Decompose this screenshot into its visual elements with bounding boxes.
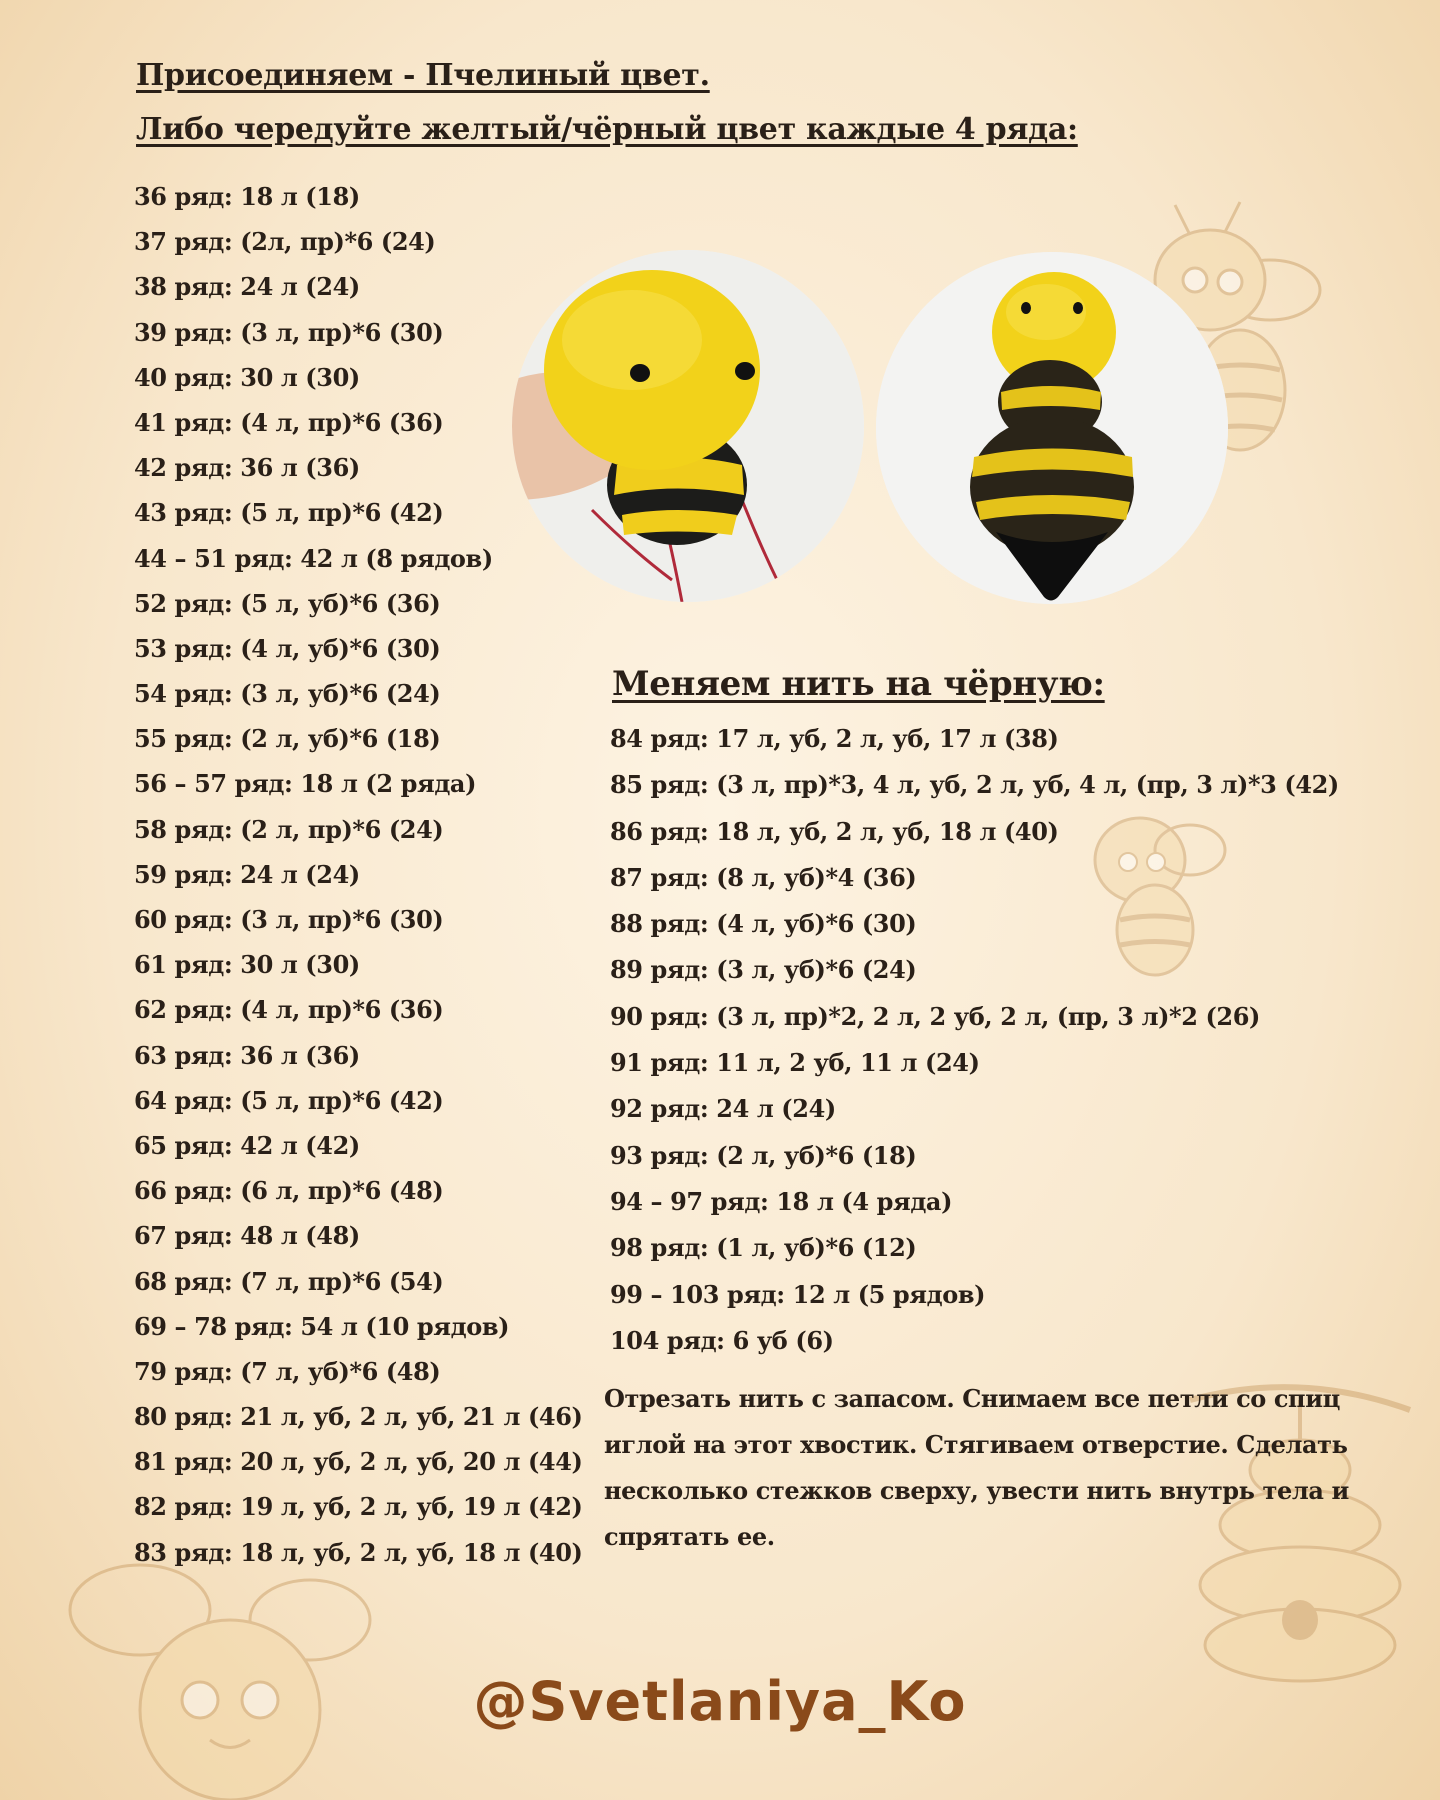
pattern-row: 36 ряд: 18 л (18) <box>134 182 360 211</box>
pattern-row: 84 ряд: 17 л, уб, 2 л, уб, 17 л (38) <box>610 724 1059 753</box>
pattern-row: 91 ряд: 11 л, 2 уб, 11 л (24) <box>610 1048 980 1078</box>
section-heading-join-bee-color: Присоединяем - Пчелиный цвет. <box>136 58 710 93</box>
pattern-row: 58 ряд: (2 л, пр)*6 (24) <box>134 814 444 844</box>
pattern-row: 86 ряд: 18 л, уб, 2 л, уб, 18 л (40) <box>610 816 1059 846</box>
pattern-row: 89 ряд: (3 л, уб)*6 (24) <box>610 955 917 985</box>
pattern-row: 42 ряд: 36 л (36) <box>134 453 360 483</box>
section-heading-change-to-black: Меняем нить на чёрную: <box>612 664 1105 704</box>
pattern-row: 90 ряд: (3 л, пр)*2, 2 л, 2 уб, 2 л, (пр, 3 л)*2 (26) <box>610 1001 1260 1031</box>
pattern-row: 87 ряд: (8 л, уб)*4 (36) <box>610 862 917 892</box>
pattern-row: 38 ряд: 24 л (24) <box>134 272 360 302</box>
pattern-row: 53 ряд: (4 л, уб)*6 (30) <box>134 633 441 663</box>
pattern-row: 68 ряд: (7 л, пр)*6 (54) <box>134 1266 444 1296</box>
pattern-row: 104 ряд: 6 уб (6) <box>610 1325 834 1355</box>
pattern-row: 66 ряд: (6 л, пр)*6 (48) <box>134 1176 444 1206</box>
right-rows-list <box>610 716 1339 1364</box>
pattern-row: 99 – 103 ряд: 12 л (5 рядов) <box>610 1279 986 1309</box>
pattern-row: 54 ряд: (3 л, уб)*6 (24) <box>134 679 441 709</box>
pattern-row: 81 ряд: 20 л, уб, 2 л, уб, 20 л (44) <box>134 1447 583 1477</box>
pattern-row: 65 ряд: 42 л (42) <box>134 1130 360 1160</box>
pattern-row: 62 ряд: (4 л, пр)*6 (36) <box>134 995 444 1025</box>
pattern-row: 37 ряд: (2л, пр)*6 (24) <box>134 227 436 257</box>
pattern-row: 39 ряд: (3 л, пр)*6 (30) <box>134 317 444 347</box>
pattern-row: 44 – 51 ряд: 42 л (8 рядов) <box>134 543 493 573</box>
pattern-row: 40 ряд: 30 л (30) <box>134 362 360 392</box>
pattern-row: 63 ряд: 36 л (36) <box>134 1040 360 1070</box>
pattern-row: 59 ряд: 24 л (24) <box>134 859 360 889</box>
pattern-row: 79 ряд: (7 л, уб)*6 (48) <box>134 1356 441 1386</box>
pattern-row: 55 ряд: (2 л, уб)*6 (18) <box>134 724 441 754</box>
bee-photo-standing <box>876 252 1228 604</box>
pattern-row: 64 ряд: (5 л, пр)*6 (42) <box>134 1085 444 1115</box>
pattern-row: 61 ряд: 30 л (30) <box>134 950 360 980</box>
pattern-row: 83 ряд: 18 л, уб, 2 л, уб, 18 л (40) <box>134 1537 583 1567</box>
pattern-row: 52 ряд: (5 л, уб)*6 (36) <box>134 588 441 618</box>
pattern-row: 56 – 57 ряд: 18 л (2 ряда) <box>134 769 477 799</box>
pattern-row: 67 ряд: 48 л (48) <box>134 1221 360 1251</box>
section-heading-alternate-colors: Либо чередуйте желтый/чёрный цвет каждые 4 ряда: <box>136 112 1078 147</box>
pattern-row: 41 ряд: (4 л, пр)*6 (36) <box>134 407 444 437</box>
pattern-row: 88 ряд: (4 л, уб)*6 (30) <box>610 909 917 939</box>
finishing-instructions: Отрезать нить с запасом. Снимаем все петли со спиц иглой на этот хвостик. Стягиваем отверстие. Сделать несколько стежков сверху, увести нить внутрь тела и спрятать ее. <box>604 1384 1349 1551</box>
left-rows-list <box>134 174 582 1575</box>
pattern-row: 43 ряд: (5 л, пр)*6 (42) <box>134 498 444 528</box>
bee-photo-in-hand <box>512 250 864 602</box>
pattern-row: 69 – 78 ряд: 54 л (10 рядов) <box>134 1311 510 1341</box>
pattern-row: 80 ряд: 21 л, уб, 2 л, уб, 21 л (46) <box>134 1402 583 1432</box>
pattern-row: 85 ряд: (3 л, пр)*3, 4 л, уб, 2 л, уб, 4 л, (пр, 3 л)*3 (42) <box>610 770 1339 800</box>
pattern-row: 94 – 97 ряд: 18 л (4 ряда) <box>610 1186 953 1216</box>
pattern-row: 93 ряд: (2 л, уб)*6 (18) <box>610 1140 917 1170</box>
pattern-row: 92 ряд: 24 л (24) <box>610 1094 836 1124</box>
pattern-row: 98 ряд: (1 л, уб)*6 (12) <box>610 1233 917 1263</box>
pattern-row: 82 ряд: 19 л, уб, 2 л, уб, 19 л (42) <box>134 1492 583 1522</box>
author-handle: @Svetlaniya_Ko <box>473 1670 967 1733</box>
pattern-row: 60 ряд: (3 л, пр)*6 (30) <box>134 905 444 934</box>
